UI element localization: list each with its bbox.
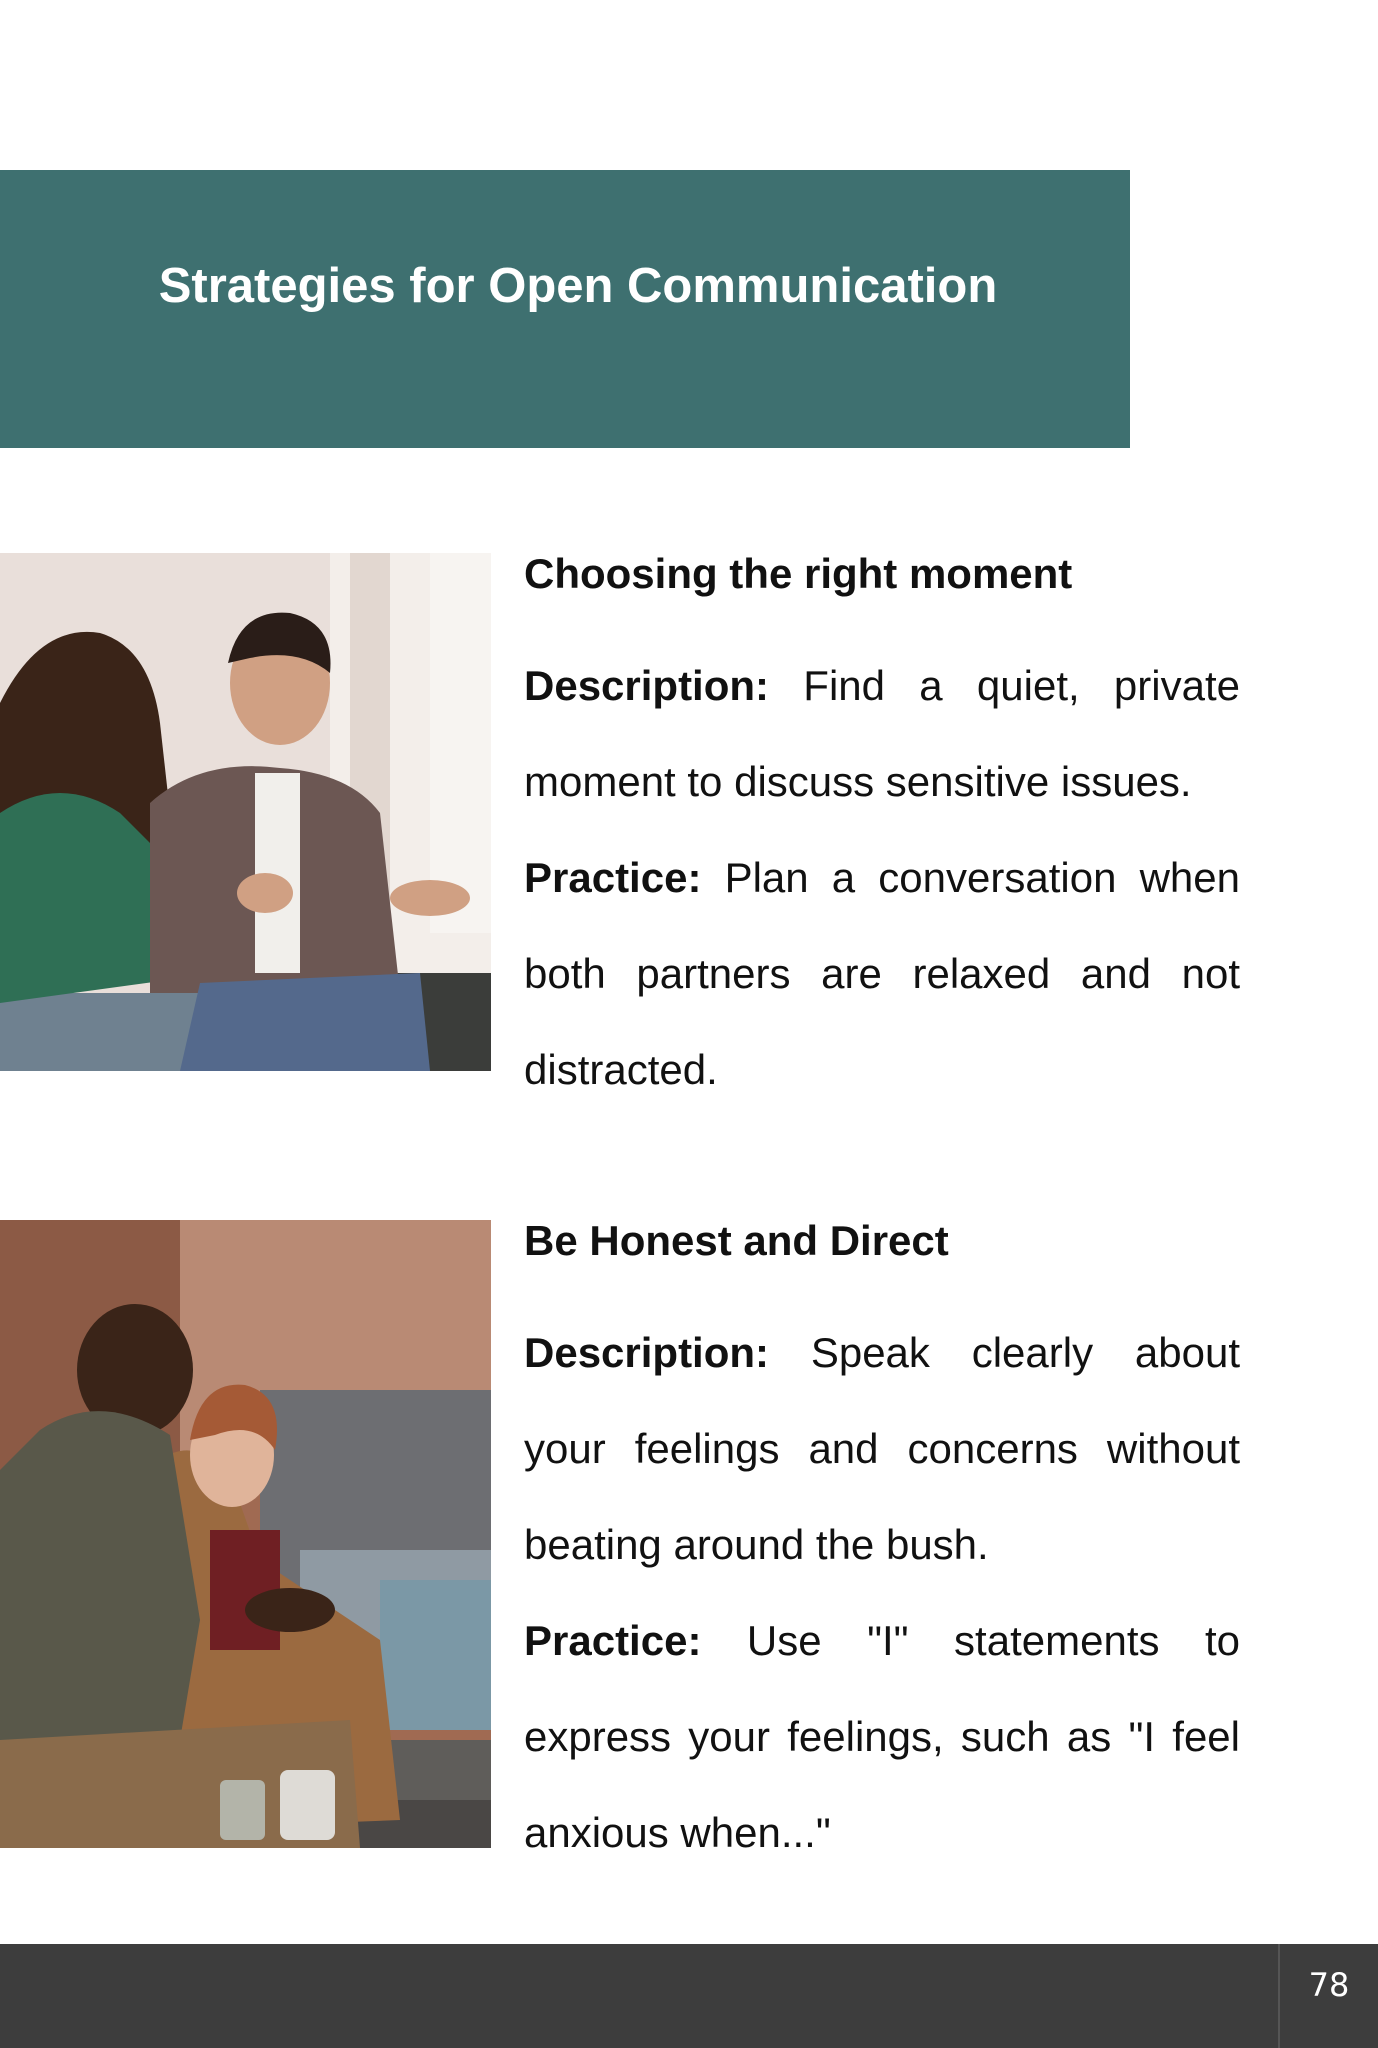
description-label: Description: — [524, 1329, 770, 1376]
strategy-description — [524, 638, 1240, 830]
practice-label: Practice: — [524, 854, 702, 901]
description-text: Find a quiet, private moment to discuss sensitive issues. — [524, 662, 1240, 805]
strategy-heading: Be Honest and Direct — [524, 1217, 949, 1264]
practice-label: Practice: — [524, 1617, 702, 1664]
couple-supporting-photo — [0, 1220, 491, 1848]
description-text: Speak clearly about your feelings and concerns without beating around the bush. — [524, 1329, 1240, 1568]
footer-bar — [0, 1944, 1378, 2048]
couple-conversation-photo — [0, 553, 491, 1071]
practice-text: Plan a conversation when both partners are relaxed and not distracted. — [524, 854, 1240, 1093]
strategy-heading: Choosing the right moment — [524, 550, 1073, 597]
strategy-block — [524, 1209, 1240, 1881]
description-label: Description: — [524, 662, 770, 709]
strategy-practice — [524, 830, 1240, 1118]
practice-text: Use "I" statements to express your feelings, such as "I feel anxious when..." — [524, 1617, 1240, 1856]
strategy-block — [524, 542, 1240, 1118]
strategy-description — [524, 1305, 1240, 1593]
page-title: Strategies for Open Communication — [158, 259, 998, 313]
page-number: 78 — [1308, 1966, 1350, 2004]
strategy-practice — [524, 1593, 1240, 1881]
